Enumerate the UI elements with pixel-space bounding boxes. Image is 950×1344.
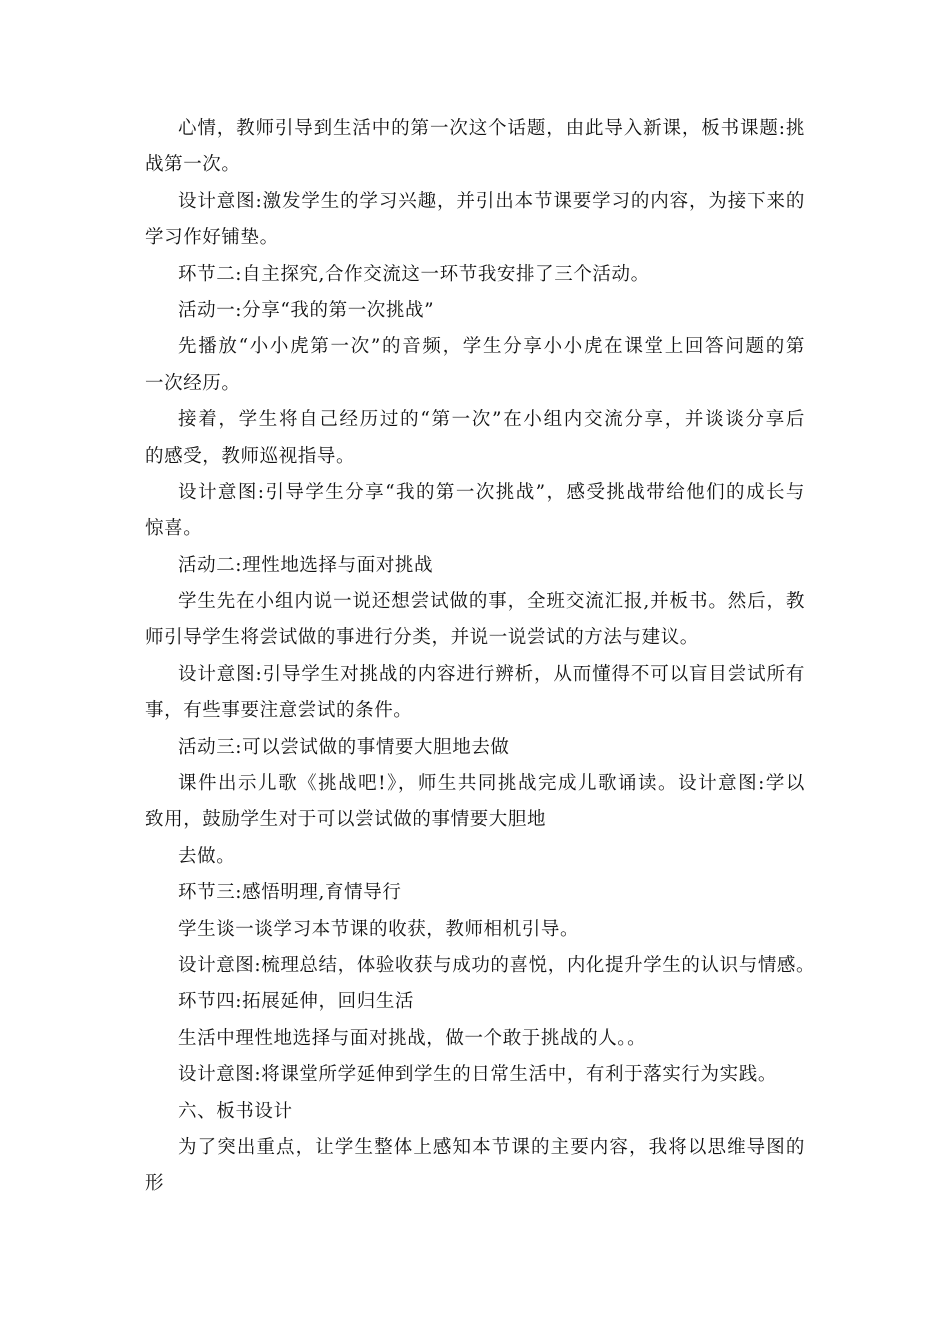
text-line: 设计意图:激发学生的学习兴趣，并引出本节课要学习的内容，为接下来的 <box>178 190 805 212</box>
paragraph-design-intent-1 <box>0 184 950 257</box>
text-line: 课件出示儿歌《挑战吧!》，师生共同挑战完成儿歌诵读。设计意图:学以 <box>178 773 805 795</box>
text-line: 战第一次。 <box>145 154 241 176</box>
text-line: 心情，教师引导到生活中的第一次这个话题，由此导入新课，板书课题:挑 <box>178 118 805 139</box>
paragraph-activity-3 <box>0 766 950 839</box>
paragraph-design-intent-3 <box>0 657 950 730</box>
text-line: 形 <box>145 1173 165 1195</box>
section-heading-step-3: 环节三:感悟明理,育情导行 <box>178 882 402 904</box>
text-line: 的感受，教师巡视指导。 <box>145 445 356 467</box>
activity-heading-3: 活动三:可以尝试做的事情要大胆地去做 <box>178 736 510 758</box>
paragraph-activity-2 <box>0 584 950 657</box>
text-line: 惊喜。 <box>145 518 203 540</box>
activity-heading-2: 活动二:理性地选择与面对挑战 <box>178 554 434 576</box>
text-line: 去做。 <box>178 845 236 867</box>
text-line: 致用，鼓励学生对于可以尝试做的事情要大胆地 <box>145 809 547 831</box>
section-heading-step-4: 环节四:拓展延伸，回归生活 <box>178 991 415 1013</box>
paragraph-design-intent-2 <box>0 475 950 548</box>
section-heading-board-design: 六、板书设计 <box>178 1100 293 1122</box>
paragraph-activity-1a <box>0 329 950 402</box>
text-line: 一次经历。 <box>145 372 241 394</box>
text-line: 设计意图:引导学生对挑战的内容进行辨析，从而懂得不可以盲目尝试所有 <box>178 663 805 685</box>
paragraph-step-3: 学生谈一谈学习本节课的收获，教师相机引导。 <box>178 918 580 940</box>
text-line: 为了突出重点，让学生整体上感知本节课的主要内容，我将以思维导图的 <box>178 1136 805 1158</box>
document-page <box>0 111 950 1203</box>
text-line: 先播放“小小虎第一次”的音频，学生分享小小虎在课堂上回答问题的第 <box>178 336 805 358</box>
text-line: 事，有些事要注意尝试的条件。 <box>145 700 413 722</box>
paragraph-design-intent-5: 设计意图:将课堂所学延伸到学生的日常生活中，有利于落实行为实践。 <box>178 1064 777 1086</box>
text-line: 学习作好铺垫。 <box>145 227 279 249</box>
paragraph-intro <box>0 111 950 184</box>
text-line: 接着，学生将自己经历过的“第一次”在小组内交流分享，并谈谈分享后 <box>178 409 805 431</box>
activity-heading-1: 活动一:分享“我的第一次挑战” <box>178 299 435 321</box>
paragraph-board-design <box>0 1130 950 1203</box>
text-line: 设计意图:引导学生分享“我的第一次挑战”，感受挑战带给他们的成长与 <box>178 481 805 503</box>
paragraph-design-intent-4: 设计意图:梳理总结，体验收获与成功的喜悦，内化提升学生的认识与情感。 <box>178 954 816 976</box>
text-line: 学生先在小组内说一说还想尝试做的事，全班交流汇报,并板书。然后，教 <box>178 591 805 613</box>
paragraph-activity-1b <box>0 402 950 475</box>
paragraph-step-4: 生活中理性地选择与面对挑战，做一个敢于挑战的人。。 <box>178 1027 647 1049</box>
section-heading-step-2: 环节二:自主探究,合作交流这一环节我安排了三个活动。 <box>178 263 650 285</box>
text-line: 师引导学生将尝试做的事进行分类，并说一说尝试的方法与建议。 <box>145 627 699 649</box>
